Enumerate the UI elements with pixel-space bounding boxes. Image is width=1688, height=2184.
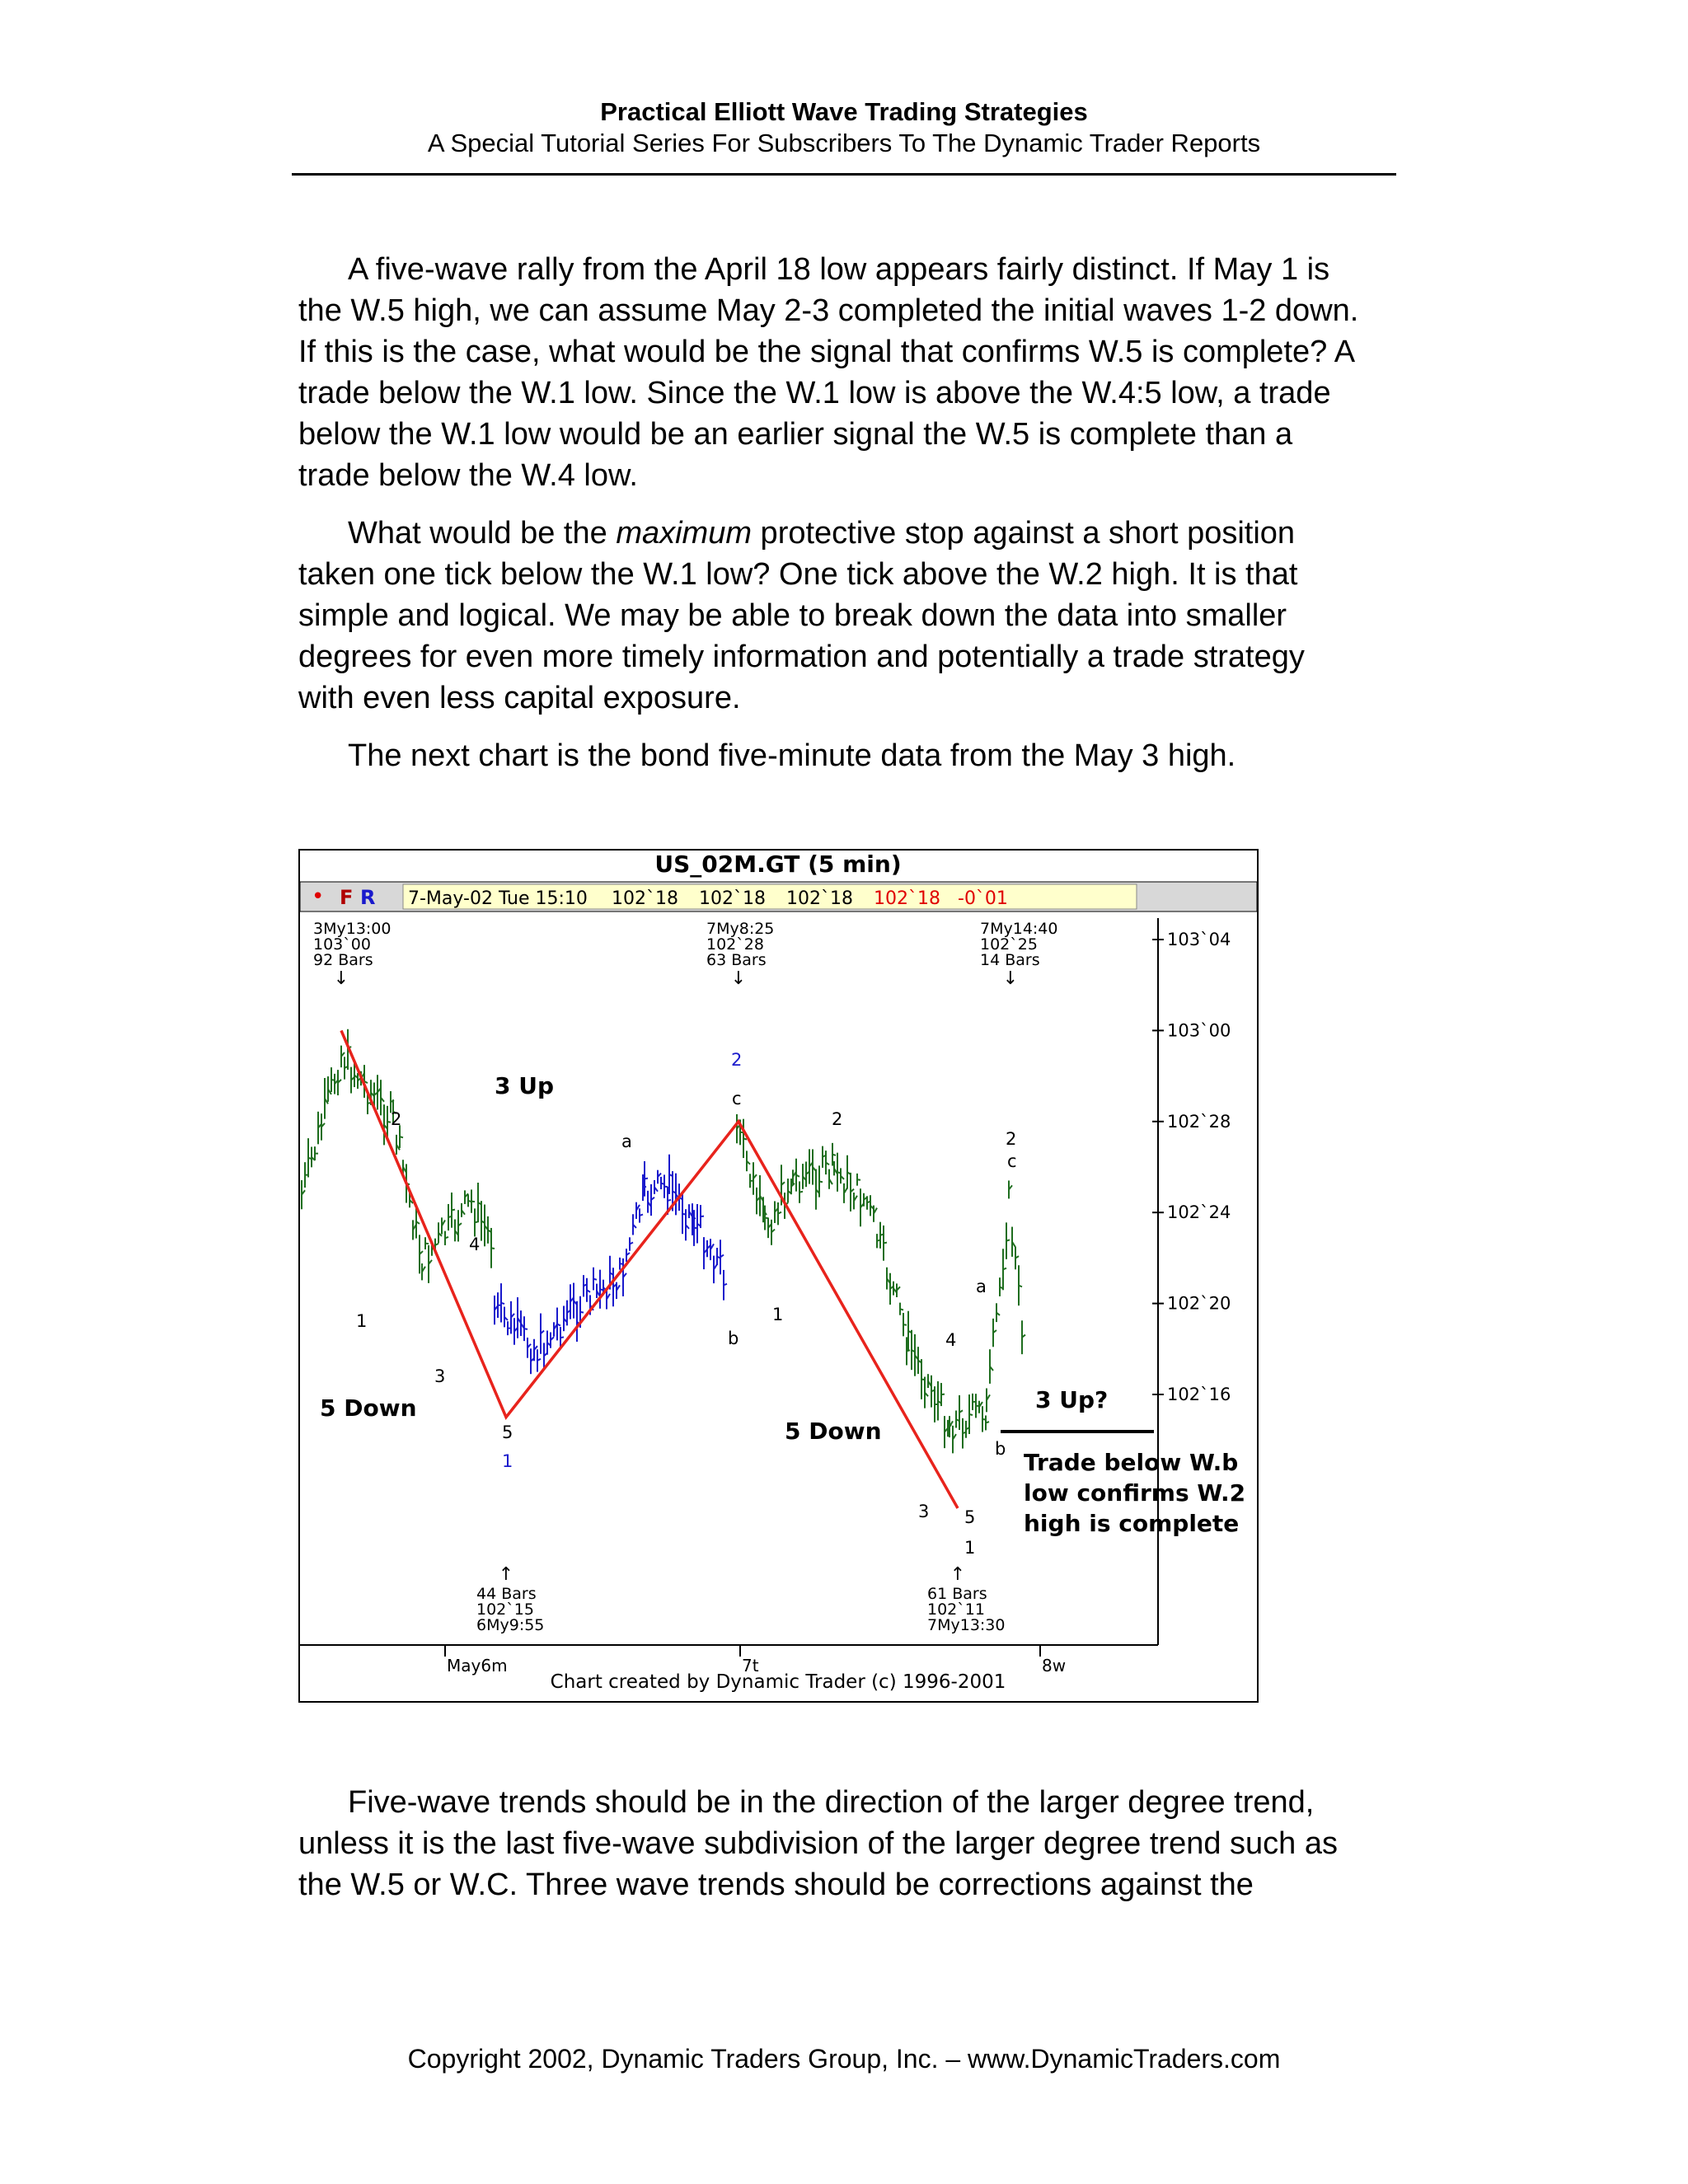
wave-label: 5 xyxy=(502,1422,513,1442)
header-subtitle: A Special Tutorial Series For Subscribers To The Dynamic Trader Reports xyxy=(427,129,1261,157)
arrow-up-icon: ↑ xyxy=(498,1564,514,1585)
arrow-down-icon: ↓ xyxy=(730,968,747,989)
wave-label: 2 xyxy=(1006,1129,1017,1149)
trade-note-line: low confirms W.2 xyxy=(1024,1479,1246,1507)
price-bar-tick xyxy=(900,1309,903,1310)
paragraph-4 xyxy=(298,1782,1362,1905)
wave-label: 2 xyxy=(832,1109,843,1129)
toolbar-change: -0`01 xyxy=(958,888,1008,909)
toolbar-f-button[interactable]: F xyxy=(340,886,354,909)
paragraph-2-emphasis: maximum xyxy=(616,516,752,551)
wave-label: 3 xyxy=(918,1502,930,1521)
annotation-text: 102`28 xyxy=(706,935,764,954)
wave-label: c xyxy=(732,1089,742,1108)
price-bar-tick xyxy=(743,1138,747,1139)
y-tick-label: 103`00 xyxy=(1167,1020,1231,1041)
chart-frame xyxy=(299,850,1258,1702)
price-bar-tick xyxy=(445,1237,448,1238)
paragraph-1-text: A five-wave rally from the April 18 low appears fairly distinct. If May 1 is the W.5 high, we can assume May 2-3 completed the initial waves 1-2 down. If this is the case, what would be the signal that confirms W.5 is complete? A trade below the W.1 low. Since the W.1 low is above the W.4:5 low, a trade below the W.1 low would be an earlier signal the W.5 is complete than a trade below the W.4 low. xyxy=(298,252,1359,493)
toolbar-open: 102`18 xyxy=(612,888,678,909)
paragraph-1 xyxy=(298,249,1362,496)
toolbar-date: 7-May-02 Tue 15:10 xyxy=(408,888,588,909)
price-bar-tick xyxy=(799,1192,803,1193)
wave-label: 1 xyxy=(964,1538,976,1558)
trade-note-line: Trade below W.b xyxy=(1024,1449,1239,1476)
wave-label: b xyxy=(995,1439,1006,1459)
chart-figure xyxy=(298,849,1259,1703)
x-tick-label: 8w xyxy=(1042,1656,1067,1675)
annotation-text: 44 Bars xyxy=(476,1585,537,1603)
wave-label: a xyxy=(621,1132,632,1151)
wave-label: c xyxy=(1007,1151,1017,1171)
price-bar-tick xyxy=(501,1303,504,1304)
annotation-text: 7My13:30 xyxy=(927,1616,1006,1634)
footer-copyright: Copyright 2002, Dynamic Traders Group, Inc. – www.DynamicTraders.com xyxy=(407,2044,1281,2074)
trend-label-5-down: 5 Down xyxy=(320,1394,417,1422)
trend-label-3-up: 3 Up xyxy=(495,1072,555,1099)
trade-note xyxy=(1024,1449,1245,1537)
trend-label-3-up-question: 3 Up? xyxy=(1035,1386,1109,1413)
wave-label: 2 xyxy=(731,1050,743,1070)
toolbar-low: 102`18 xyxy=(786,888,853,909)
price-bar-tick xyxy=(819,1181,823,1182)
price-bar-tick xyxy=(580,1312,584,1313)
paragraph-2 xyxy=(298,513,1362,719)
wave-label: 5 xyxy=(964,1507,976,1527)
wave-label: 3 xyxy=(434,1366,446,1386)
annotation-text: 6My9:55 xyxy=(476,1616,545,1634)
price-bar-tick xyxy=(640,1215,643,1216)
wave-label: 1 xyxy=(502,1451,513,1471)
trade-note-line: high is complete xyxy=(1024,1510,1240,1537)
record-dot-icon[interactable]: • xyxy=(312,884,325,909)
annotation-text: 92 Bars xyxy=(313,951,373,969)
toolbar-high: 102`18 xyxy=(699,888,766,909)
wave-label: 2 xyxy=(391,1109,402,1129)
y-tick-label: 102`16 xyxy=(1167,1385,1231,1404)
x-tick-label: 7t xyxy=(742,1656,759,1675)
wave-label: b xyxy=(728,1329,739,1348)
annotation-text: 102`25 xyxy=(980,935,1038,954)
toolbar-close: 102`18 xyxy=(874,888,940,909)
wave-label: a xyxy=(976,1277,987,1296)
paragraph-2-text-a: What would be the xyxy=(348,516,617,551)
wave-label: 4 xyxy=(469,1235,481,1254)
paragraph-2-text-b: protective stop against a short position taken one tick below the W.1 low? One tick above the W.2 high. It is that simple and logical. We may be able to break down the data into smaller degrees for even more timely information and potentially a trade strategy with even less capital exposure. xyxy=(298,516,1305,715)
header-divider xyxy=(292,173,1396,176)
y-tick-label: 102`24 xyxy=(1167,1202,1231,1223)
y-tick-label: 102`20 xyxy=(1167,1293,1231,1314)
y-tick-label: 103`04 xyxy=(1167,930,1231,949)
annotation-text: 7My14:40 xyxy=(980,920,1058,938)
price-bar-tick xyxy=(969,1414,973,1415)
trend-label-5-down: 5 Down xyxy=(785,1418,882,1445)
toolbar-r-button[interactable]: R xyxy=(360,886,376,909)
annotation-text: 7My8:25 xyxy=(706,920,775,938)
price-bar-tick xyxy=(491,1248,495,1249)
price-bar-tick xyxy=(903,1324,907,1325)
price-bar-tick xyxy=(560,1337,564,1338)
paragraph-3-text: The next chart is the bond five-minute data from the May 3 high. xyxy=(348,738,1236,773)
annotation-text: 102`15 xyxy=(476,1601,534,1619)
wave-label: 4 xyxy=(945,1330,957,1350)
annotation-text: 63 Bars xyxy=(706,951,767,969)
wave-label: 1 xyxy=(356,1311,368,1331)
annotation-text: 3My13:00 xyxy=(313,920,392,938)
annotation-text: 103`00 xyxy=(313,935,371,954)
header-title: Practical Elliott Wave Trading Strategies xyxy=(600,97,1088,126)
y-tick-label: 102`28 xyxy=(1167,1111,1231,1132)
annotation-text: 14 Bars xyxy=(980,951,1040,969)
arrow-down-icon: ↓ xyxy=(333,968,349,989)
paragraph-3 xyxy=(298,735,1362,776)
price-bar-tick xyxy=(857,1179,860,1180)
price-bar-tick xyxy=(668,1200,671,1201)
x-tick-label: May6m xyxy=(447,1656,508,1675)
price-bar-tick xyxy=(884,1243,887,1244)
wave-label: 1 xyxy=(772,1305,784,1324)
price-bar-tick xyxy=(724,1284,727,1285)
paragraph-4-text: Five-wave trends should be in the direction of the larger degree trend, unless it is the last five-wave subdivision of the larger degree trend such as the W.5 or W.C. Three wave trends should be corrections against the xyxy=(298,1785,1338,1902)
price-bar-tick xyxy=(452,1210,455,1211)
chart-title: US_02M.GT (5 min) xyxy=(654,851,902,878)
chart-credit: Chart created by Dynamic Trader (c) 1996-2001 xyxy=(550,1671,1006,1693)
price-bar-tick xyxy=(593,1279,597,1280)
arrow-up-icon: ↑ xyxy=(950,1564,966,1585)
arrow-down-icon: ↓ xyxy=(1002,968,1019,989)
annotation-text: 61 Bars xyxy=(927,1585,987,1603)
annotation-text: 102`11 xyxy=(927,1601,985,1619)
